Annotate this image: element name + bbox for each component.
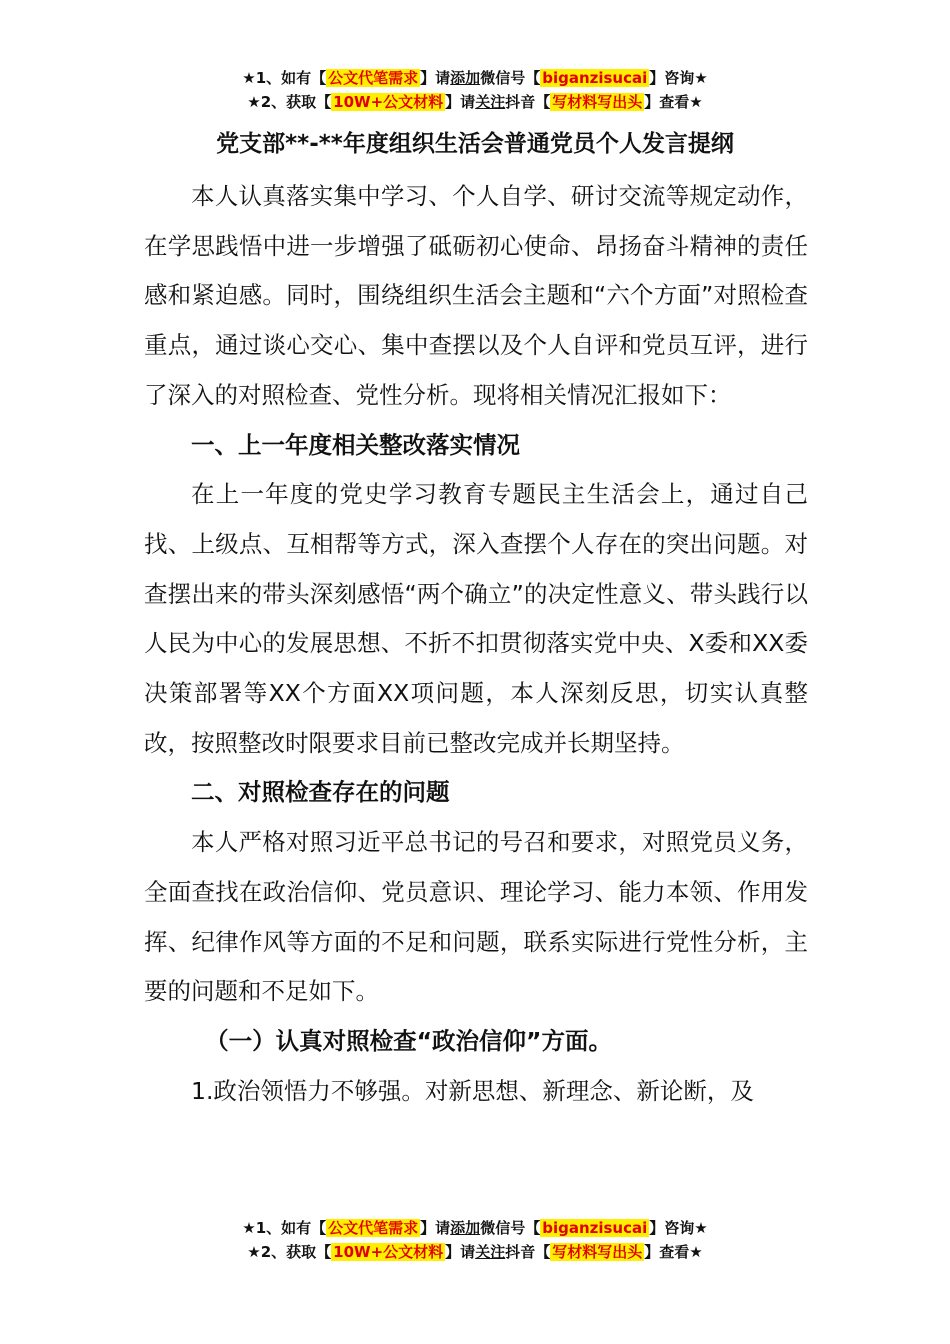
materials-highlight: 10W+公文材料 xyxy=(333,1243,444,1261)
promo-line-1: ★1、如有【 公文代笔需求 】请添加微信号【 biganzisucai 】咨询★ xyxy=(242,1219,708,1237)
promo-line-2: ★2、获取【 10W+公文材料 】请关注抖音【 写材料写出头 】查看★ xyxy=(247,1243,703,1261)
section-1-paragraph: 在上一年度的党史学习教育专题民主生活会上，通过自己找、上级点、互相帮等方式，深入查摆个人存在的突出问题。对查摆出来的带头深刻感悟“两个确立”的决定性意义、带头践行以人民为中心的发展思想、不折不扣贯彻落实党中央、X委和XX委决策部署等XX个方面XX项问题，本人深刻反思，切实认真整改，按照整改时限要求目前已整改完成并长期坚持。 xyxy=(144,480,808,757)
star-icon: ★ xyxy=(694,69,708,87)
star-icon: ★ xyxy=(242,1219,256,1237)
section-heading-1: 一、上一年度相关整改落实情况 xyxy=(191,430,520,459)
promo-line-1: ★1、如有【 公文代笔需求 】请添加微信号【 biganzisucai 】咨询★ xyxy=(242,69,708,87)
section-heading-2: 二、对照检查存在的问题 xyxy=(191,778,450,807)
douyin-id-highlight: 写材料写出头 xyxy=(552,93,643,111)
star-icon: ★ xyxy=(247,1243,261,1261)
document-title: 党支部**-**年度组织生活会普通党员个人发言提纲 xyxy=(216,131,734,157)
intro-paragraph: 本人认真落实集中学习、个人自学、研讨交流等规定动作，在学思践悟中进一步增强了砥砺初心使命、昂扬奋斗精神的责任感和紧迫感。同时，围绕组织生活会主题和“六个方面”对照检查重点，通过谈心交心、集中查摆以及个人自评和党员互评，进行了深入的对照检查、党性分析。现将相关情况汇报如下： xyxy=(144,182,808,409)
star-icon: ★ xyxy=(247,93,261,111)
section-2-paragraph: 本人严格对照习近平总书记的号召和要求，对照党员义务，全面查找在政治信仰、党员意识、理论学习、能力本领、作用发挥、纪律作风等方面的不足和问题，联系实际进行党性分析，主要的问题和不足如下。 xyxy=(144,828,808,1006)
wechat-id-highlight: biganzisucai xyxy=(542,1219,648,1237)
service-highlight: 公文代笔需求 xyxy=(328,69,419,87)
star-icon: ★ xyxy=(242,69,256,87)
document-body xyxy=(144,172,808,1116)
star-icon: ★ xyxy=(689,1243,703,1261)
item-1-paragraph: 1.政治领悟力不够强。对新思想、新理念、新论断，及 xyxy=(191,1076,754,1105)
douyin-id-highlight: 写材料写出头 xyxy=(552,1243,643,1261)
star-icon: ★ xyxy=(694,1219,708,1237)
promo-line-2: ★2、获取【 10W+公文材料 】请关注抖音【 写材料写出头 】查看★ xyxy=(247,93,703,111)
promo-banner-top xyxy=(0,66,950,114)
subsection-heading-1: （一）认真对照检查“政治信仰”方面。 xyxy=(205,1026,612,1055)
star-icon: ★ xyxy=(689,93,703,111)
service-highlight: 公文代笔需求 xyxy=(328,1219,419,1237)
materials-highlight: 10W+公文材料 xyxy=(333,93,444,111)
promo-banner-bottom xyxy=(0,1216,950,1264)
wechat-id-highlight: biganzisucai xyxy=(542,69,648,87)
